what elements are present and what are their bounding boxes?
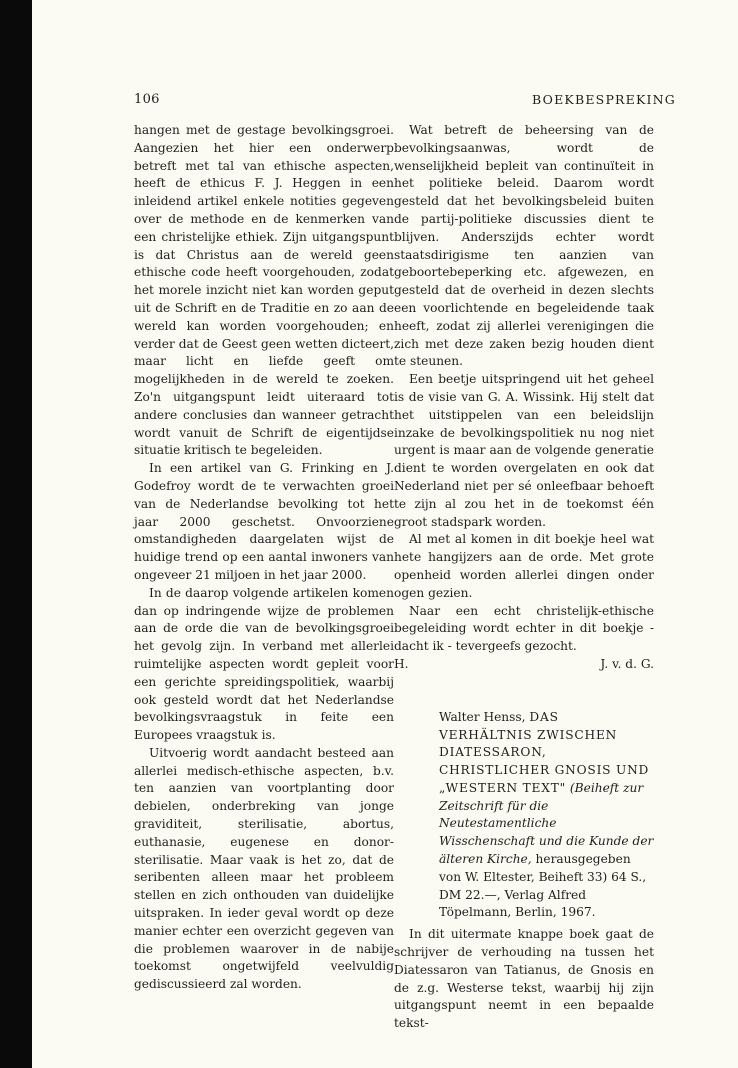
book-page — [32, 0, 738, 1068]
paragraph: Wat betreft de beheersing van de bevolkingsaanwas, wordt de wenselijkheid bepleit van continuïteit in het politieke beleid. Daarom wordt gesteld dat het bevolkingsbeleid buiten de partij-politieke discussies dient te blijven. Anderszijds echter wordt staatsdirigisme ten aanzien van geboortebeperking etc. afgewezen, en gesteld dat de overheid in dezen slechts een voorlichtende en begeleidende taak heeft, zodat zij allerlei verenigingen die zich met deze zaken bezig houden dient te steunen. — [394, 123, 654, 369]
left-column — [134, 122, 394, 994]
scan-edge — [0, 0, 32, 1068]
paragraph: hangen met de gestage bevolkingsgroei. Aangezien het hier een onderwerp betreft met tal van ethische aspecten, heeft de ethicus F. J. Heggen in een inleidend artikel enkele notities gegeven over de methode en de kenmerken van een christelijke ethiek. Zijn uitgangspunt is dat Christus aan de wereld geen ethische code heeft voorgehouden, zodat het morele inzicht niet kan worden geput uit de Schrift en de Traditie en zo aan de wereld kan worden voorgehouden; en verder dat de Geest geen wetten dicteert, maar licht en liefde geeft om mogelijkheden in de wereld te zoeken. Zo'n uitgangspunt leidt uiteraard tot andere conclusies dan wanneer getracht wordt vanuit de Schrift de eigentijdse situatie kritisch te begeleiden. — [134, 123, 394, 458]
paragraph: In dit uitermate knappe boek gaat de schrijver de verhouding na tussen het Diatessaron van Tatianus, de Gnosis en de z.g. Westerse tekst, waarbij hij zijn uitgangspunt neemt in een bepaalde tekst- — [394, 927, 654, 1031]
paragraph: Naar een echt christelijk-ethische begeleiding wordt echter in dit boekje - dacht ik - tevergeefs gezocht. — [394, 603, 654, 654]
running-head: BOEKBESPREKING — [532, 92, 676, 107]
paragraph: In de daarop volgende artikelen komen dan op indringende wijze de problemen aan de orde die van de bevolkingsgroei het gevolg zijn. In verband met allerlei ruimtelijke aspecten wordt gepleit voor een gerichte spreidingspolitiek, waarbij ook gesteld wordt dat het Nederlandse bevolkingsvraagstuk in feite een Europees vraagstuk is. — [134, 585, 394, 743]
review-signature — [394, 656, 654, 674]
paragraph: In een artikel van G. Frinking en J. Godefroy wordt de te verwachten groei van de Nederlandse bevolking tot het jaar 2000 geschetst. Onvoorziene omstandigheden daargelaten wijst de huidige trend op een aantal inwoners van ongeveer 21 miljoen in het jaar 2000. — [134, 461, 394, 582]
paragraph: Een beetje uitspringend uit het geheel is de visie van G. A. Wissink. Hij stelt dat het uitstippelen van een beleidslijn inzake de bevolkingspolitiek nu nog niet urgent is maar aan de volgende generatie dient te worden overgelaten en ook dat Nederland niet per sé onleefbaar behoeft te zijn al zou het in de toekomst één groot stadspark worden. — [394, 372, 654, 529]
review-publication-info: herausgegeben von W. Eltester, Beiheft 33) 64 S., DM 22.—, Verlag Alfred Töpelmann, Berlin, 1967. — [439, 852, 647, 920]
review-book-title: DAS VERHÄLTNIS ZWISCHEN DIATESSARON, CHRISTLICHER GNOSIS UND „WESTERN TEXT" — [439, 709, 650, 795]
signature-initial: H. — [394, 656, 409, 671]
page-number: 106 — [134, 92, 160, 107]
review-author: Walter Henss, — [439, 709, 526, 724]
signature-reviewer: J. v. d. G. — [600, 656, 654, 671]
right-column — [394, 122, 654, 1033]
review-bibliographic-heading — [439, 709, 654, 923]
review-series: (Beiheft zur Zeitschrift für die Neutestamentliche Wisschenschaft und die Kunde der älteren Kirche, — [439, 780, 654, 867]
paragraph: Al met al komen in dit boekje heel wat hete hangijzers aan de orde. Met grote openheid worden allerlei dingen onder ogen gezien. — [394, 532, 654, 600]
paragraph: Uitvoerig wordt aandacht besteed aan allerlei medisch-ethische aspecten, b.v. ten aanzien van voortplanting door debielen, onderbreking van jonge graviditeit, sterilisatie, abortus, euthanasie, eugenese en donor-sterilisatie. Maar vaak is het zo, dat de seribenten alleen maar het probleem stellen en zich onthouden van duidelijke uitspraken. In ieder geval wordt op deze manier echter een overzicht gegeven van die problemen waarover in de nabije toekomst ongetwijfeld veelvuldig gediscussieerd zal worden. — [134, 745, 394, 992]
